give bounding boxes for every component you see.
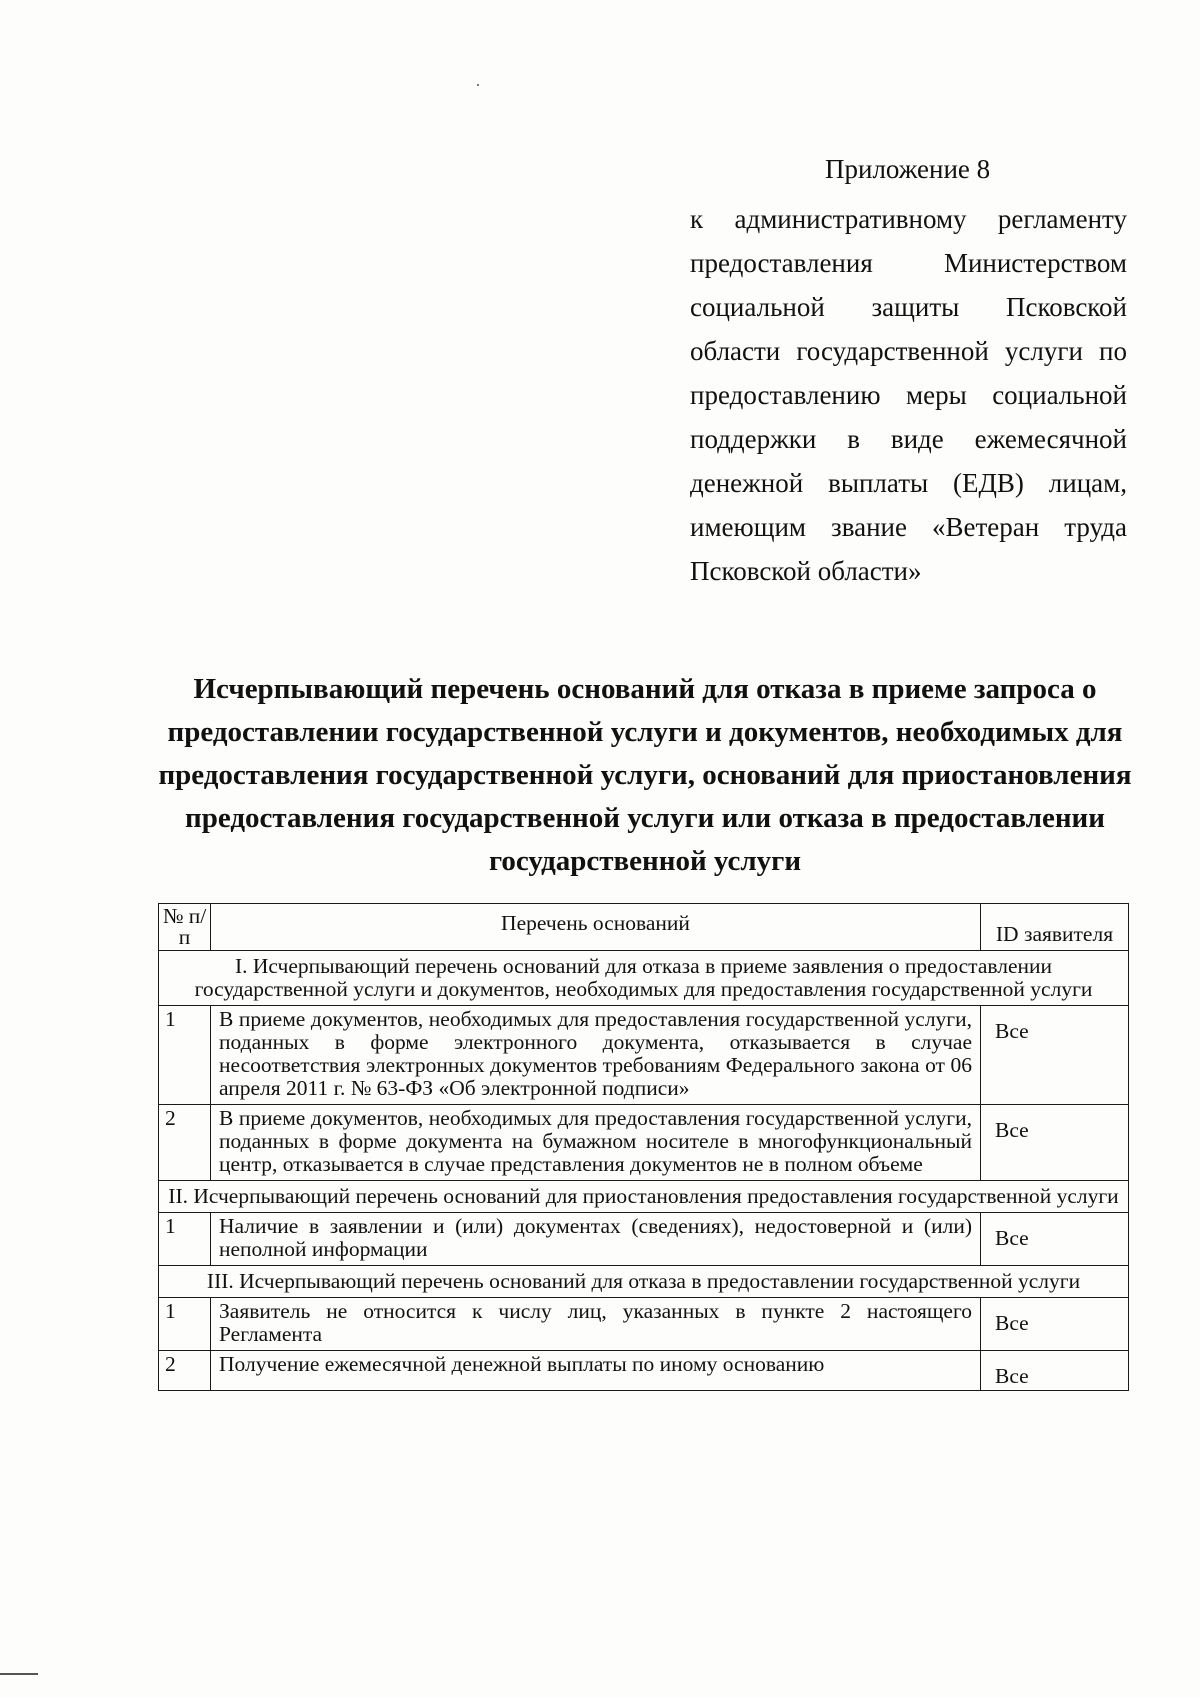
appendix-title: Приложение 8 <box>825 154 991 184</box>
table-header-row <box>159 904 1129 951</box>
grounds-table <box>158 903 1129 1391</box>
section-row <box>159 1181 1129 1213</box>
document-heading: Исчерпывающий перечень оснований для отказа в приеме запроса о предоставлении государственной услуги и документов, необходимых для предоставления государственной услуги, оснований для приостановления предоставления государственной услуги или отказа в предоставлении государственной услуги <box>158 673 1132 877</box>
row-grounds-text: Получение ежемесячной денежной выплаты по иному основанию <box>211 1351 981 1391</box>
table-row <box>159 1105 1129 1181</box>
row-number: 2 <box>159 1105 211 1181</box>
row-applicant-id: Все <box>981 1105 1129 1181</box>
table-row <box>159 1213 1129 1266</box>
table-row <box>159 1351 1129 1391</box>
header-grounds: Перечень оснований <box>211 904 981 951</box>
table-row <box>159 1006 1129 1105</box>
appendix-description: к административному регламенту предоставления Министерством социальной защиты Псковской области государственной услуги по предоставлению меры социальной поддержки в виде ежемесячной денежной выплаты (ЕДВ) лицам, имеющим звание «Ветеран труда Псковской области» <box>690 204 1127 586</box>
table-row <box>159 1298 1129 1351</box>
row-grounds-text: В приеме документов, необходимых для предоставления государственной услуги, поданных в форме документа на бумажном носителе в многофункциональный центр, отказывается в случае представления документов не в полном объеме <box>211 1105 981 1181</box>
row-applicant-id: Все <box>981 1213 1129 1266</box>
row-number: 1 <box>159 1213 211 1266</box>
row-number: 1 <box>159 1298 211 1351</box>
section-title: III. Исчерпывающий перечень оснований для отказа в предоставлении государственной услуги <box>159 1266 1129 1298</box>
section-title: I. Исчерпывающий перечень оснований для отказа в приеме заявления о предоставлении государственной услуги и документов, необходимых для предоставления государственной услуги <box>159 951 1129 1006</box>
header-applicant-id: ID заявителя <box>981 904 1129 951</box>
scan-artifact-mark <box>0 1673 38 1675</box>
row-number: 1 <box>159 1006 211 1105</box>
section-row <box>159 1266 1129 1298</box>
header-number: № п/п <box>159 904 211 951</box>
row-applicant-id: Все <box>981 1351 1129 1391</box>
row-grounds-text: Заявитель не относится к числу лиц, указанных в пункте 2 настоящего Регламента <box>211 1298 981 1351</box>
row-applicant-id: Все <box>981 1298 1129 1351</box>
section-title: II. Исчерпывающий перечень оснований для приостановления предоставления государственной услуги <box>159 1181 1129 1213</box>
row-grounds-text: В приеме документов, необходимых для предоставления государственной услуги, поданных в форме электронного документа, отказывается в случае несоответствия электронных документов требованиям Федерального закона от 06 апреля 2011 г. № 63-ФЗ «Об электронной подписи» <box>211 1006 981 1105</box>
row-grounds-text: Наличие в заявлении и (или) документах (сведениях), недостоверной и (или) неполной информации <box>211 1213 981 1266</box>
row-applicant-id: Все <box>981 1006 1129 1105</box>
row-number: 2 <box>159 1351 211 1391</box>
section-row <box>159 951 1129 1006</box>
scan-artifact-dot <box>477 84 479 86</box>
